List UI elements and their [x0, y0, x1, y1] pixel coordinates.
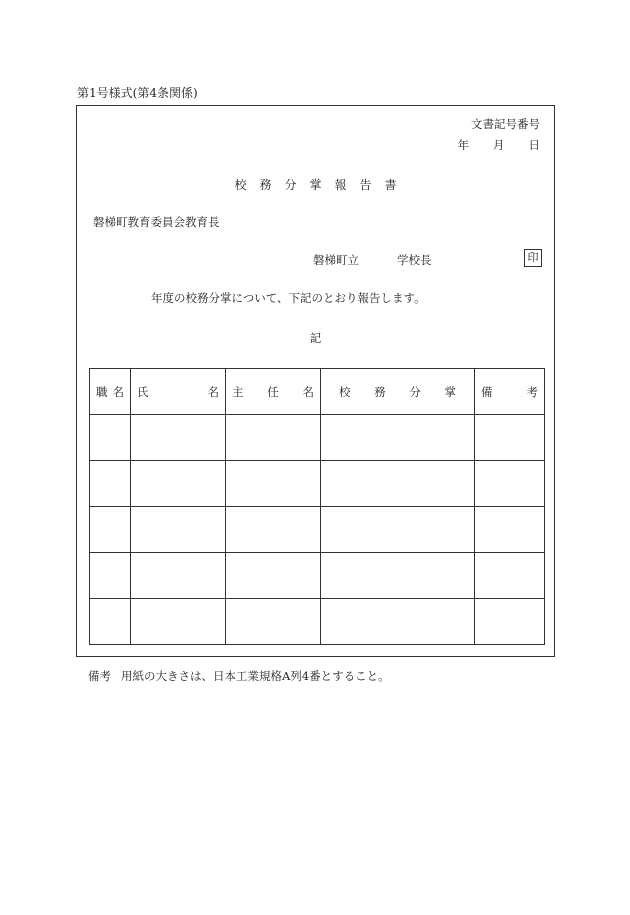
table-row [90, 599, 545, 645]
header-duty [321, 369, 475, 415]
table-row [90, 415, 545, 461]
table-row [90, 553, 545, 599]
header-job-title-label: 職 名 [96, 384, 124, 399]
note-text: 用紙の大きさは、日本工業規格A列4番とすること。 [121, 669, 390, 683]
table-cell[interactable] [321, 461, 475, 507]
report-sentence: 年度の校務分掌について、下記のとおり報告します。 [151, 291, 426, 305]
table-cell[interactable] [226, 599, 321, 645]
table-cell[interactable] [90, 507, 131, 553]
day-label: 日 [528, 138, 540, 152]
table-cell[interactable] [226, 461, 321, 507]
table-cell[interactable] [475, 461, 545, 507]
sender-line [313, 252, 432, 268]
table-cell[interactable] [131, 507, 226, 553]
table-cell[interactable] [90, 553, 131, 599]
table-cell[interactable] [226, 553, 321, 599]
table-cell[interactable] [321, 415, 475, 461]
table-cell[interactable] [131, 415, 226, 461]
form-number-label: 第1号様式(第4条関係) [77, 86, 198, 100]
header-chief-title [226, 369, 321, 415]
seal-mark: 印 [524, 249, 542, 267]
month-label: 月 [493, 138, 505, 152]
table-cell[interactable] [131, 461, 226, 507]
header-remarks-label: 備 考 [481, 384, 538, 399]
table-body [90, 415, 545, 645]
table-cell[interactable] [226, 507, 321, 553]
principal-label: 学校長 [397, 253, 432, 267]
table-cell[interactable] [321, 553, 475, 599]
header-job-title [90, 369, 131, 415]
header-chief-title-label: 主 任 名 [232, 384, 314, 399]
header-remarks [475, 369, 545, 415]
header-duty-label: 校 務 分 掌 [339, 384, 456, 399]
document-number-label: 文書記号番号 [471, 117, 540, 131]
town-school-label: 磐梯町立 [313, 253, 359, 267]
header-name-label: 氏 名 [137, 384, 219, 399]
table-cell[interactable] [475, 553, 545, 599]
report-form-frame [76, 105, 555, 657]
recipient: 磐梯町教育委員会教育長 [93, 215, 220, 229]
table-cell[interactable] [475, 507, 545, 553]
table-row [90, 507, 545, 553]
header-name [131, 369, 226, 415]
year-label: 年 [457, 138, 469, 152]
duty-assignment-table [89, 368, 545, 645]
table-cell[interactable] [131, 553, 226, 599]
note-label: 備考 [88, 669, 111, 683]
table-cell[interactable] [90, 599, 131, 645]
table-cell[interactable] [475, 415, 545, 461]
date-line [458, 137, 541, 153]
table-header-row [90, 369, 545, 415]
table-cell[interactable] [321, 507, 475, 553]
footnote [88, 668, 390, 684]
table-cell[interactable] [90, 461, 131, 507]
table-cell[interactable] [90, 415, 131, 461]
table-cell[interactable] [226, 415, 321, 461]
document-title: 校務分掌報告書 [234, 178, 410, 192]
table-cell[interactable] [131, 599, 226, 645]
ki-heading: 記 [309, 331, 322, 345]
table-row [90, 461, 545, 507]
table-cell[interactable] [321, 599, 475, 645]
table-cell[interactable] [475, 599, 545, 645]
